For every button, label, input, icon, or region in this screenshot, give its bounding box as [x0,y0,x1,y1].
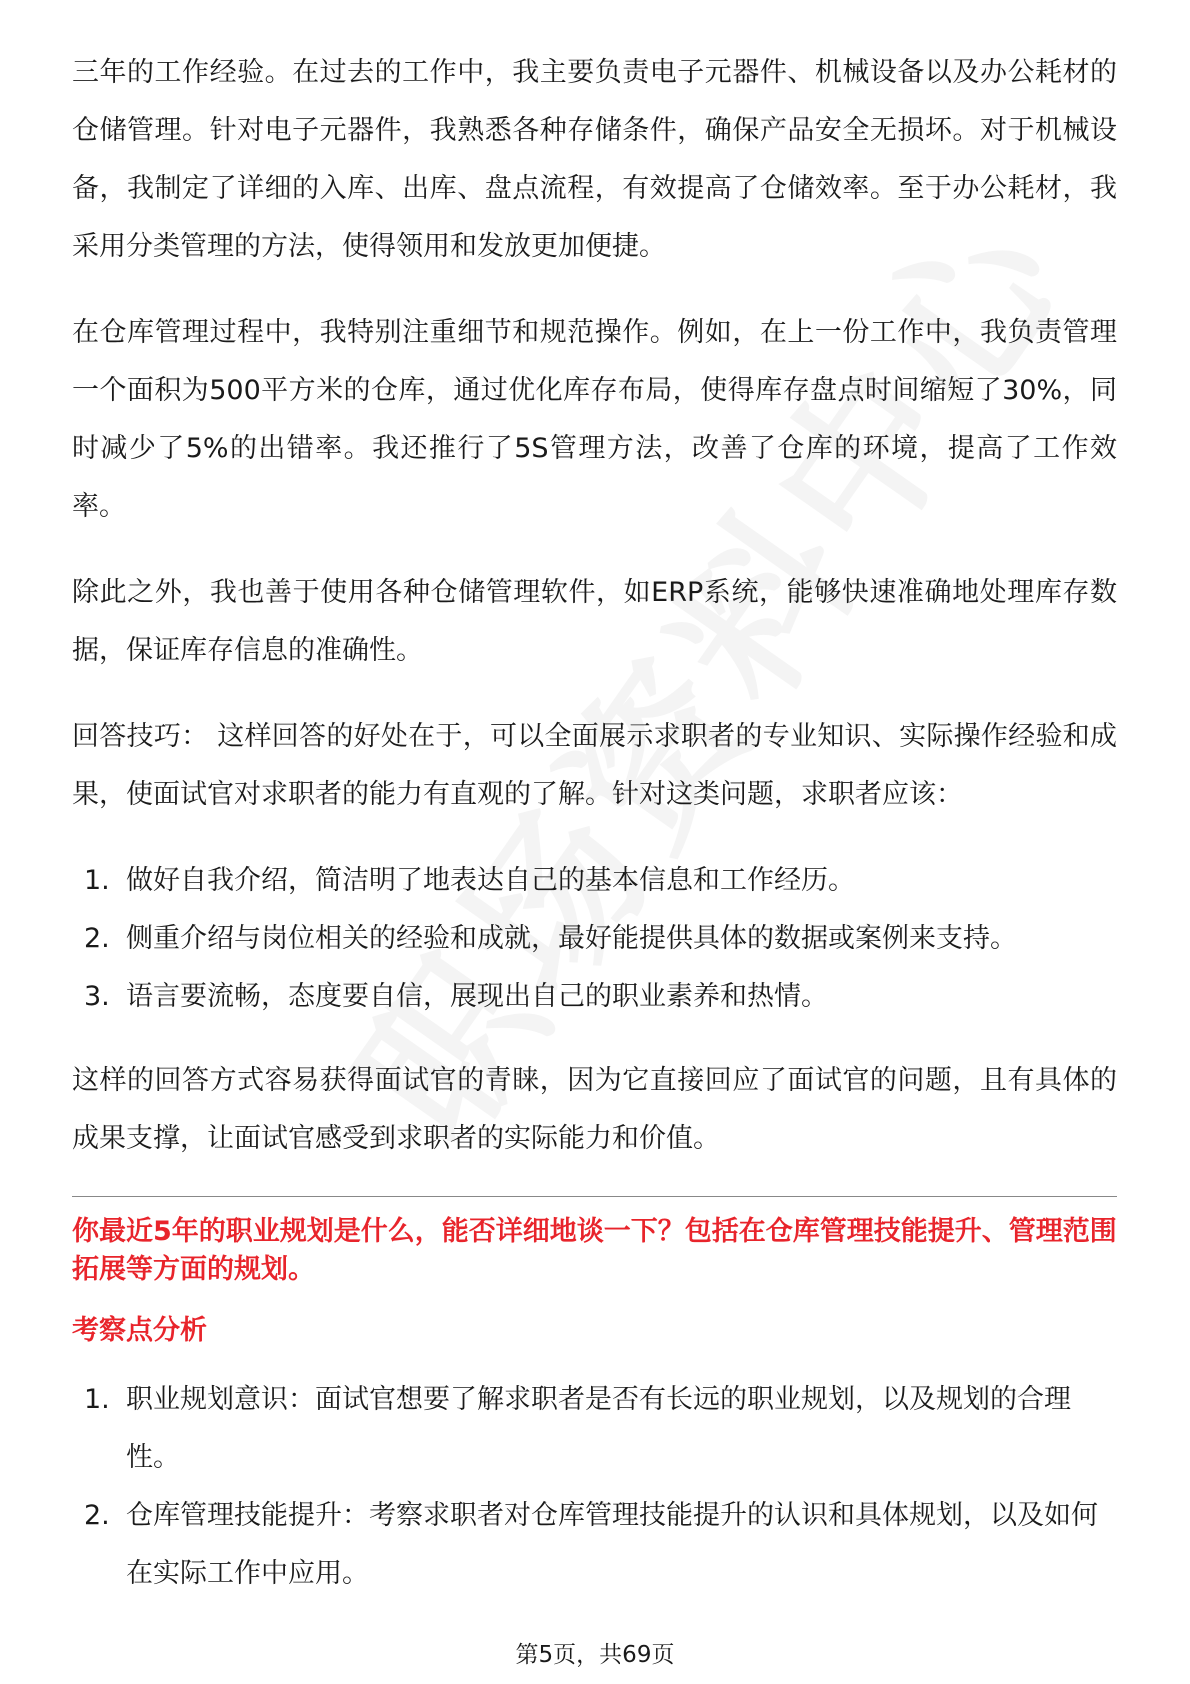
analysis-heading: 考察点分析 [72,1315,207,1346]
list-text: 仓库管理技能提升：考察求职者对仓库管理技能提升的认识和具体规划，以及如何在实际工作中应用。 [126,1500,1098,1589]
paragraph-closing: 这样的回答方式容易获得面试官的青睐，因为它直接回应了面试官的问题，且有具体的成果支撑，让面试官感受到求职者的实际能力和价值。 [72,1065,1117,1154]
list-number: 3. [84,981,110,1012]
list-item [72,1371,1117,1487]
paragraph-experience: 三年的工作经验。在过去的工作中，我主要负责电子元器件、机械设备以及办公耗材的仓储管理。针对电子元器件，我熟悉各种存储条件，确保产品安全无损坏。对于机械设备，我制定了详细的入库、出库、盘点流程，有效提高了仓储效率。至于办公耗材，我采用分类管理的方法，使得领用和发放更加便捷。 [72,57,1117,262]
paragraph-software: 除此之外，我也善于使用各种仓储管理软件，如ERP系统，能够快速准确地处理库存数据，保证库存信息的准确性。 [72,577,1117,666]
document-body [72,44,1117,1629]
list-item [72,1487,1117,1603]
list-item [72,852,1117,910]
section-divider [72,1196,1117,1197]
list-item [72,910,1117,968]
list-number: 2. [84,923,110,954]
interview-question: 你最近5年的职业规划是什么，能否详细地谈一下？包括在仓库管理技能提升、管理范围拓展等方面的规划。 [72,1216,1117,1285]
list-number: 2. [84,1500,110,1531]
list-text: 做好自我介绍，简洁明了地表达自己的基本信息和工作经历。 [126,865,855,896]
analysis-list [72,1371,1117,1603]
list-number: 1. [84,1384,110,1415]
list-number: 1. [84,865,110,896]
page-footer: 第5页，共69页 [515,1642,675,1668]
tips-list [72,852,1117,1026]
list-text: 职业规划意识：面试官想要了解求职者是否有长远的职业规划，以及规划的合理性。 [126,1384,1071,1473]
list-item [72,968,1117,1026]
list-text: 侧重介绍与岗位相关的经验和成就，最好能提供具体的数据或案例来支持。 [126,923,1017,954]
list-text: 语言要流畅，态度要自信，展现出自己的职业素养和热情。 [126,981,828,1012]
paragraph-details: 在仓库管理过程中，我特别注重细节和规范操作。例如，在上一份工作中，我负责管理一个面积为500平方米的仓库，通过优化库存布局，使得库存盘点时间缩短了30%，同时减少了5%的出错率。我还推行了5S管理方法，改善了仓库的环境，提高了工作效率。 [72,317,1117,522]
paragraph-tips-intro: 回答技巧： 这样回答的好处在于，可以全面展示求职者的专业知识、实际操作经验和成果，使面试官对求职者的能力有直观的了解。针对这类问题，求职者应该： [72,721,1117,810]
